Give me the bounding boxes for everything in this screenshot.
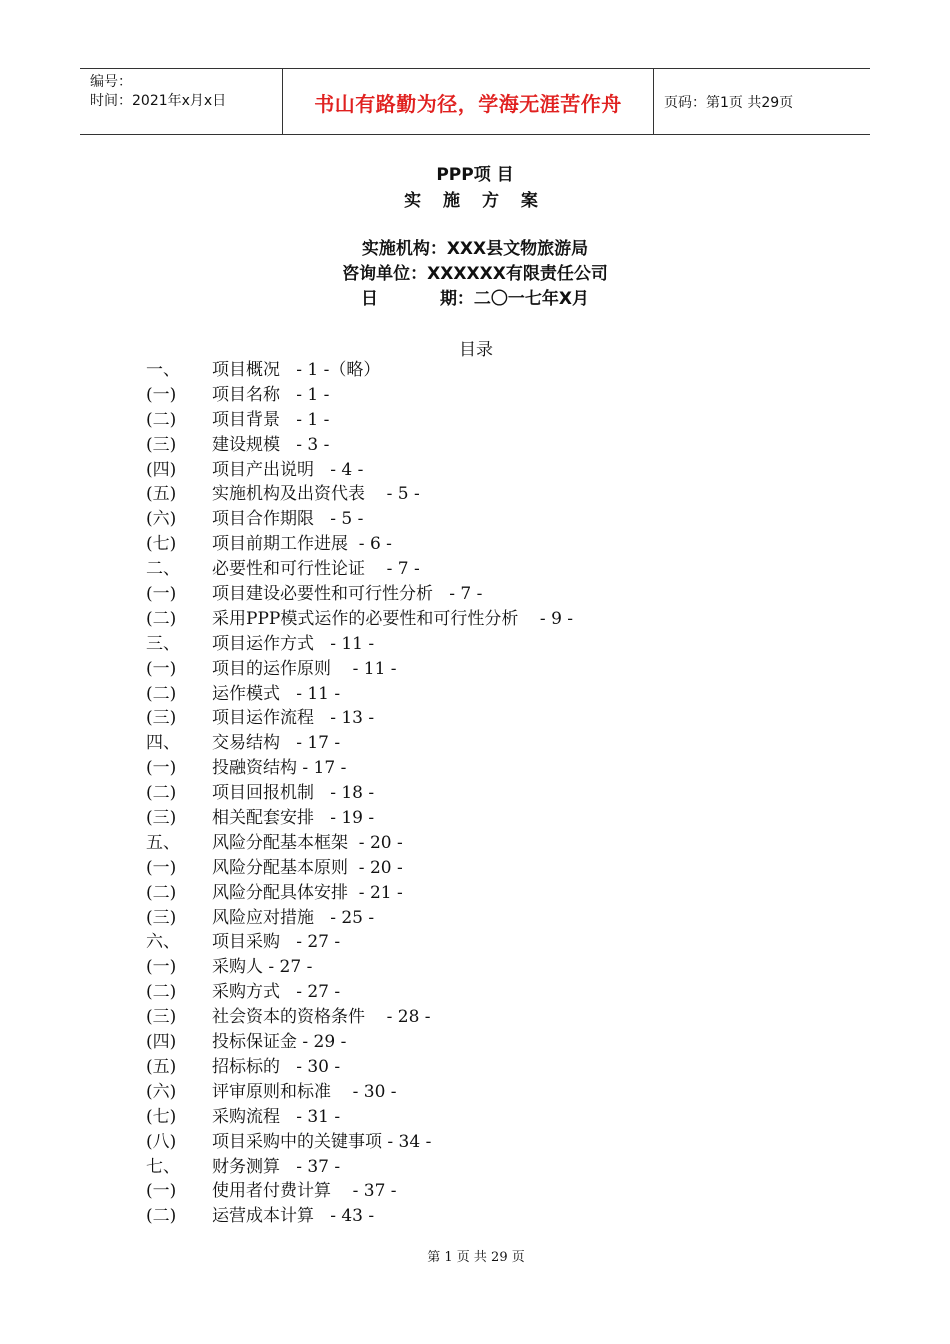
toc-item-text: 项目建设必要性和可行性分析 - 7 - [212,584,483,605]
toc-item-number: 二、 [146,559,180,580]
toc-item-number: 五、 [146,832,180,853]
toc-item-text: 项目产出说明 - 4 - [212,459,364,480]
toc-item[interactable] [146,383,573,408]
toc-item[interactable] [146,433,573,458]
header-motto: 书山有路勤为径，学海无涯苦作舟 [282,69,654,135]
toc-list [146,358,573,1229]
toc-item[interactable] [146,358,573,383]
toc-item[interactable] [146,831,573,856]
toc-item-number: 六、 [146,932,180,953]
toc-item-number: (六) [146,1081,177,1102]
toc-item-text: 项目回报机制 - 18 - [212,783,375,804]
toc-item-number: (四) [146,459,177,480]
toc-item-text: 项目的运作原则 - 11 - [212,658,397,679]
date-label-b: 期：二〇一七年X月 [439,289,590,309]
toc-item[interactable] [146,1005,573,1030]
toc-item-text: 风险分配具体安排 - 21 - [212,882,403,903]
toc-item-number: (三) [146,1007,177,1028]
toc-item[interactable] [146,657,573,682]
toc-item-text: 风险分配基本框架 - 20 - [212,832,403,853]
toc-item[interactable] [146,706,573,731]
toc-item[interactable] [146,582,573,607]
toc-item-number: (二) [146,982,177,1003]
toc-item[interactable] [146,881,573,906]
toc-item[interactable] [146,756,573,781]
date-label-a: 日 [360,289,378,309]
toc-item-text: 投融资结构 - 17 - [212,758,347,779]
toc-item-number: (一) [146,584,177,605]
toc-item[interactable] [146,682,573,707]
toc-item-number: (一) [146,857,177,878]
header-page-info: 页码：第1页 共29页 [664,95,794,111]
toc-item[interactable] [146,482,573,507]
toc-item-number: (一) [146,658,177,679]
toc-item-text: 必要性和可行性论证 - 7 - [212,559,420,580]
toc-item-number: (三) [146,434,177,455]
toc-item-number: (一) [146,384,177,405]
toc-title: 目录 [459,340,493,360]
toc-item-number: (一) [146,758,177,779]
toc-item[interactable] [146,856,573,881]
toc-item[interactable] [146,980,573,1005]
toc-item-text: 评审原则和标准 - 30 - [212,1081,397,1102]
toc-item-text: 财务测算 - 37 - [212,1156,341,1177]
toc-item-text: 采用PPP模式运作的必要性和可行性分析 - 9 - [212,608,574,629]
toc-item-text: 运作模式 - 11 - [212,683,341,704]
toc-item-text: 项目名称 - 1 - [212,384,330,405]
toc-item-text: 相关配套安排 - 19 - [212,808,375,829]
toc-item[interactable] [146,408,573,433]
toc-item-number: (六) [146,509,177,530]
page-footer: 第 1 页 共 29 页 [427,1250,525,1265]
toc-item[interactable] [146,1130,573,1155]
toc-item-number: (五) [146,484,177,505]
toc-item-number: 四、 [146,733,180,754]
toc-item-number: (四) [146,1032,177,1053]
toc-item-number: (二) [146,1206,177,1227]
toc-item-text: 运营成本计算 - 43 - [212,1206,375,1227]
toc-item-number: (一) [146,957,177,978]
date-line [0,284,950,309]
toc-item-text: 项目运作方式 - 11 - [212,633,375,654]
toc-item-number: (二) [146,608,177,629]
toc-item-number: (七) [146,534,177,555]
toc-item-text: 项目背景 - 1 - [212,409,330,430]
toc-item-number: (一) [146,1181,177,1202]
toc-item[interactable] [146,906,573,931]
toc-item-number: (二) [146,409,177,430]
toc-item-text: 实施机构及出资代表 - 5 - [212,484,420,505]
toc-item[interactable] [146,507,573,532]
toc-item-text: 交易结构 - 17 - [212,733,341,754]
toc-item[interactable] [146,806,573,831]
toc-item[interactable] [146,955,573,980]
header-meta [80,69,282,135]
toc-item-text: 风险分配基本原则 - 20 - [212,857,403,878]
toc-item[interactable] [146,731,573,756]
toc-item-number: (七) [146,1106,177,1127]
page-header [80,68,870,135]
toc-item[interactable] [146,557,573,582]
toc-item-text: 使用者付费计算 - 37 - [212,1181,397,1202]
consultant-line: 咨询单位：XXXXXX有限责任公司 [342,264,608,284]
toc-item-text: 投标保证金 - 29 - [212,1032,347,1053]
toc-item-number: (五) [146,1056,177,1077]
toc-item-number: (三) [146,708,177,729]
toc-item-text: 项目采购 - 27 - [212,932,341,953]
toc-item-text: 项目合作期限 - 5 - [212,509,364,530]
toc-item[interactable] [146,1204,573,1229]
toc-item-number: (二) [146,882,177,903]
toc-item[interactable] [146,532,573,557]
toc-item-number: (三) [146,907,177,928]
toc-item[interactable] [146,1105,573,1130]
toc-item-text: 建设规模 - 3 - [212,434,330,455]
doc-title-line2: 实 施 方 案 [404,191,546,211]
toc-item[interactable] [146,930,573,955]
toc-item-number: (二) [146,683,177,704]
toc-item-number: 七、 [146,1156,180,1177]
toc-item-text: 项目采购中的关键事项 - 34 - [212,1131,432,1152]
time-label: 时间：2021年x月x日 [90,93,227,109]
toc-item-number: (二) [146,783,177,804]
toc-item[interactable] [146,1080,573,1105]
toc-item-text: 采购人 - 27 - [212,957,313,978]
toc-item-text: 项目前期工作进展 - 6 - [212,534,392,555]
toc-item[interactable] [146,607,573,632]
toc-item[interactable] [146,458,573,483]
toc-item[interactable] [146,1179,573,1204]
toc-item-number: 三、 [146,633,180,654]
toc-item-number: (八) [146,1131,177,1152]
toc-item[interactable] [146,1155,573,1180]
toc-item-text: 项目运作流程 - 13 - [212,708,375,729]
code-label: 编号： [90,74,132,90]
toc-item-text: 采购流程 - 31 - [212,1106,341,1127]
toc-item-text: 招标标的 - 30 - [212,1056,341,1077]
toc-item-text: 项目概况 - 1 -（略） [212,360,381,380]
toc-item-text: 采购方式 - 27 - [212,982,341,1003]
toc-item[interactable] [146,1055,573,1080]
agency-line: 实施机构：XXX县文物旅游局 [361,239,589,259]
doc-title-line1: PPP项 目 [436,165,514,185]
toc-item[interactable] [146,781,573,806]
toc-item-text: 风险应对措施 - 25 - [212,907,375,928]
toc-item-number: (三) [146,808,177,829]
toc-item[interactable] [146,1030,573,1055]
toc-item-number: 一、 [146,360,180,380]
toc-item-text: 社会资本的资格条件 - 28 - [212,1007,431,1028]
toc-item[interactable] [146,632,573,657]
